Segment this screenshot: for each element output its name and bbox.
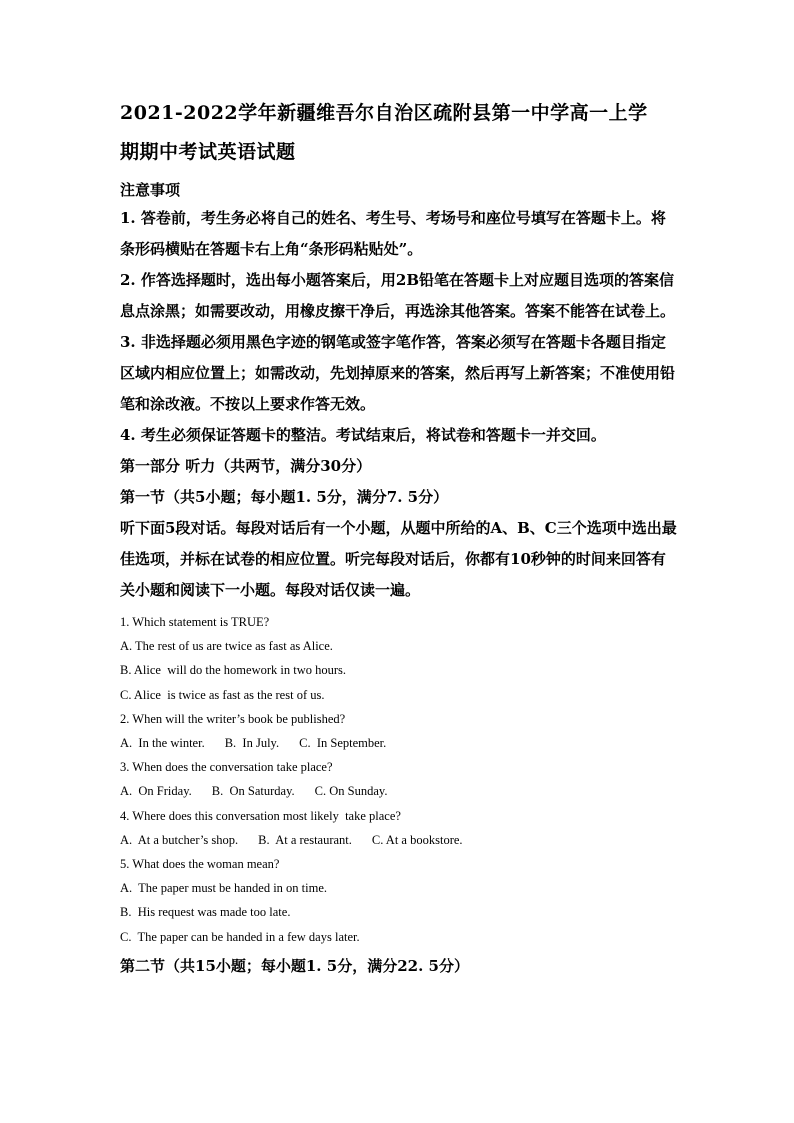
question-stem-5: 5. What does the woman mean? <box>120 857 280 872</box>
part1-heading: 第一部分 听力（共两节，满分30分） <box>120 457 372 475</box>
exam-title-line2: 期期中考试英语试题 <box>120 141 296 163</box>
question-stem-3: 3. When does the conversation take place? <box>120 760 333 775</box>
section1-heading: 第一节（共5小题；每小题1. 5分，满分7. 5分） <box>120 488 449 506</box>
option-4c: C. At a bookstore. <box>371 832 463 847</box>
option-1a: A. The rest of us are twice as fast as Alice. <box>120 639 333 654</box>
option-5a: A. The paper must be handed in on time. <box>120 881 328 896</box>
notice-item-1: 1. 答卷前，考生务必将自己的姓名、考生号、考场号和座位号填写在答题卡上。将条形码横贴在答题卡右上角“条形码粘贴处”。 <box>120 209 666 258</box>
option-3c: C. On Sunday. <box>314 784 388 799</box>
options-row-4 <box>120 828 680 852</box>
options-row-2 <box>120 731 680 755</box>
options-row-3 <box>120 779 680 803</box>
question-list <box>120 610 680 949</box>
option-1c: C. Alice is twice as fast as the rest of us. <box>120 687 325 702</box>
question-stem-1: 1. Which statement is TRUE? <box>120 615 270 629</box>
notice-item-4: 4. 考生必须保证答题卡的整洁。考试结束后，将试卷和答题卡一并交回。 <box>120 426 606 444</box>
option-2a: A. In the winter. <box>120 736 205 751</box>
exam-page <box>120 96 680 982</box>
option-3a: A. On Friday. <box>120 784 192 799</box>
exam-title-line1: 2021-2022学年新疆维吾尔自治区疏附县第一中学高一上学 <box>120 102 648 124</box>
option-4a: A. At a butcher’s shop. <box>120 832 239 847</box>
question-stem-4: 4. Where does this conversation most likely take place? <box>120 808 401 823</box>
option-3b: B. On Saturday. <box>211 784 295 799</box>
notice-heading: 注意事项 <box>120 181 181 199</box>
option-4b: B. At a restaurant. <box>258 832 352 847</box>
section2-heading: 第二节（共15小题；每小题1. 5分，满分22. 5分） <box>120 956 469 975</box>
option-1b: B. Alice will do the homework in two hours. <box>120 663 347 678</box>
notice-item-2: 2. 作答选择题时，选出每小题答案后，用2B铅笔在答题卡上对应题目选项的答案信息点涂黑；如需要改动，用橡皮擦干净后，再选涂其他答案。答案不能答在试卷上。 <box>120 271 676 320</box>
option-2c: C. In September. <box>299 736 387 751</box>
listening-instructions: 听下面5段对话。每段对话后有一个小题，从题中所给的A、B、C三个选项中选出最佳选项，并标在试卷的相应位置。听完每段对话后，你都有10秒钟的时间来回答有关小题和阅读下一小题。每段对话仅读一遍。 <box>120 519 677 599</box>
exam-title <box>120 96 680 169</box>
option-5b: B. His request was made too late. <box>120 905 291 920</box>
question-stem-2: 2. When will the writer’s book be published? <box>120 711 346 726</box>
option-5c: C. The paper can be handed in a few days later. <box>120 929 360 944</box>
option-2b: B. In July. <box>224 736 280 751</box>
notice-item-3: 3. 非选择题必须用黑色字迹的钢笔或签字笔作答，答案必须写在答题卡各题目指定区域内相应位置上；如需改动，先划掉原来的答案，然后再写上新答案；不准使用铅笔和涂改液。不按以上要求作答无效。 <box>120 333 676 413</box>
